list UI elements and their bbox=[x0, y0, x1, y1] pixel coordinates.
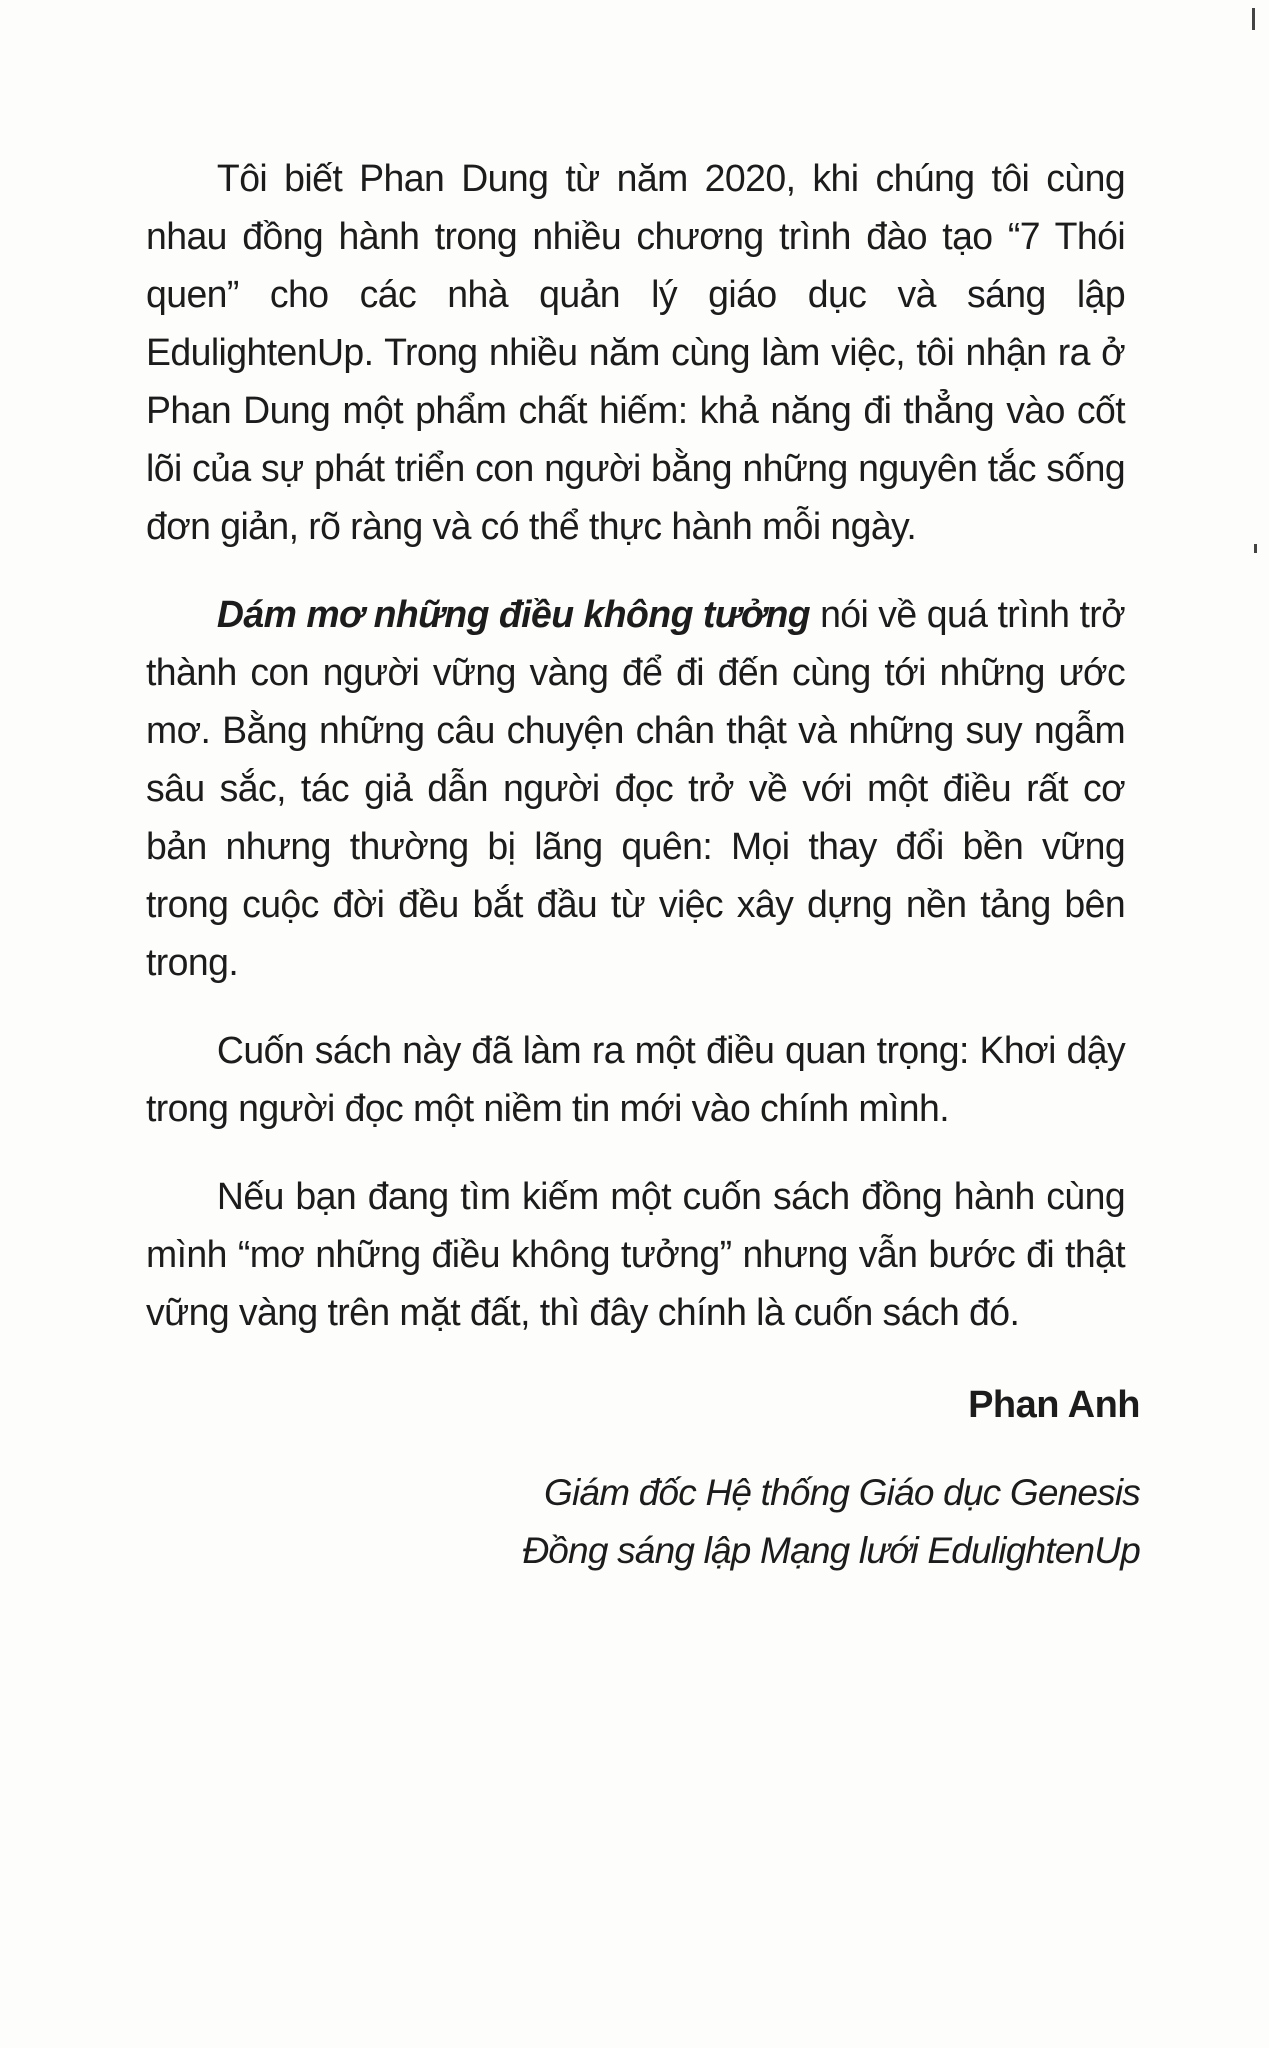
book-title: Dám mơ những điều không tưởng bbox=[216, 594, 811, 636]
paragraph-text: Cuốn sách này đã làm ra một điều quan trọng: Khơi dậy trong người đọc một niềm tin mới vào chính mình. bbox=[146, 1030, 1126, 1130]
paragraph-text: Nếu bạn đang tìm kiếm một cuốn sách đồng hành cùng mình “mơ những điều không tưởng” nhưng vẫn bước đi thật vững vàng trên mặt đất, thì đây chính là cuốn sách đó. bbox=[146, 1176, 1126, 1334]
paragraph-book-description bbox=[146, 586, 1125, 992]
paragraph-impact bbox=[146, 1022, 1125, 1138]
scan-edge-mark bbox=[1254, 544, 1257, 553]
signature-role: Đồng sáng lập Mạng lưới EdulightenUp bbox=[522, 1530, 1140, 1571]
paragraph-intro bbox=[146, 150, 1125, 556]
paragraph-recommendation bbox=[146, 1168, 1125, 1342]
signature-name: Phan Anh bbox=[968, 1384, 1140, 1426]
paragraph-text: Tôi biết Phan Dung từ năm 2020, khi chúng tôi cùng nhau đồng hành trong nhiều chương trình đào tạo “7 Thói quen” cho các nhà quản lý giáo dục và sáng lập EdulightenUp. Trong nhiều năm cùng làm việc, tôi nhận ra ở Phan Dung một phẩm chất hiếm: khả năng đi thẳng vào cốt lõi của sự phát triển con người bằng những nguyên tắc sống đơn giản, rõ ràng và có thể thực hành mỗi ngày. bbox=[146, 158, 1126, 548]
paragraph-text: nói về quá trình trở thành con người vững vàng để đi đến cùng tới những ước mơ. Bằng những câu chuyện chân thật và những suy ngẫm sâu sắc, tác giả dẫn người đọc trở về với một điều rất cơ bản nhưng thường bị lãng quên: Mọi thay đổi bền vững trong cuộc đời đều bắt đầu từ việc xây dựng nền tảng bên trong. bbox=[146, 594, 1126, 984]
scan-edge-mark bbox=[1252, 8, 1255, 30]
book-page bbox=[146, 150, 1140, 1580]
signature-role: Giám đốc Hệ thống Giáo dục Genesis bbox=[544, 1472, 1140, 1513]
